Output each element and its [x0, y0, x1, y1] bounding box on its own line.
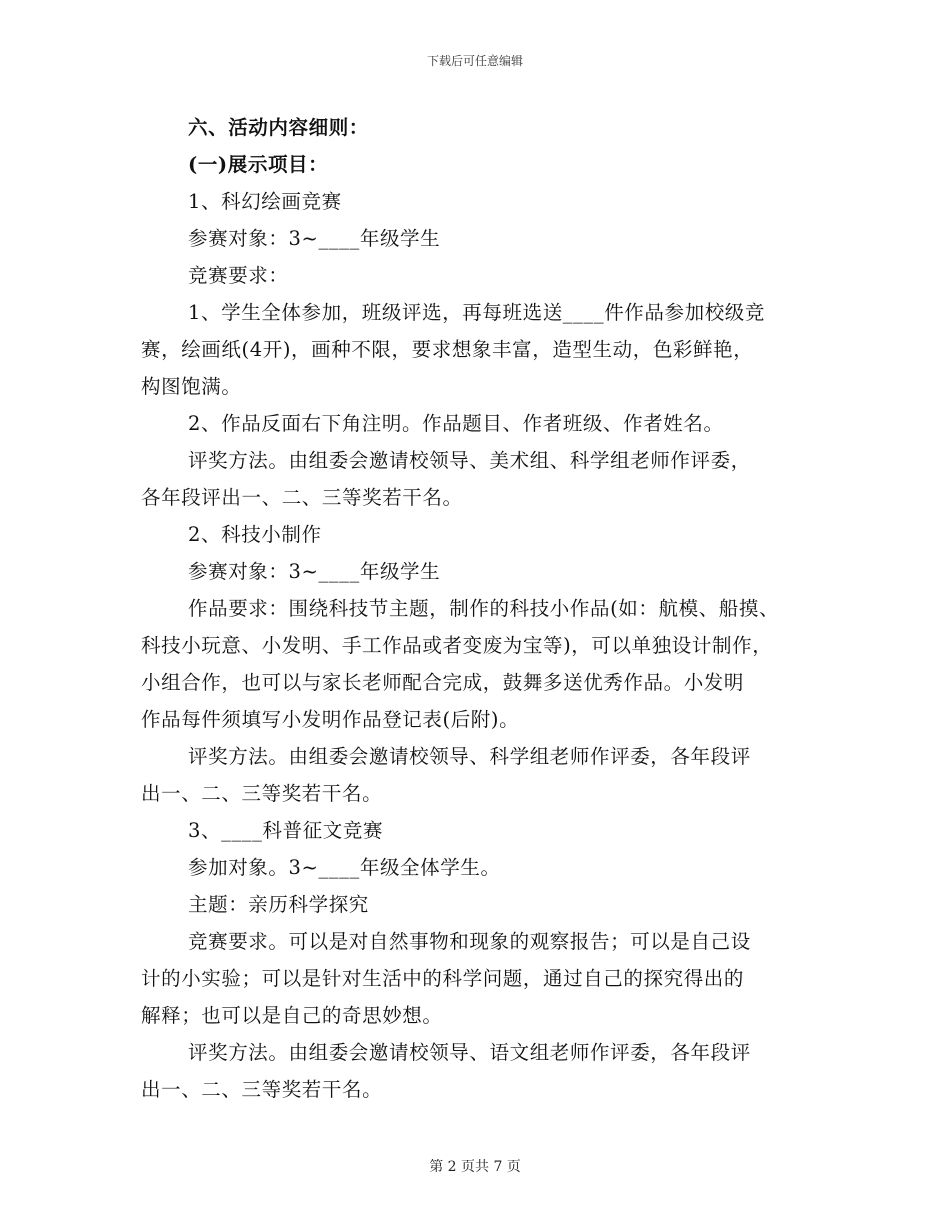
paragraph-line: 竞赛要求：	[188, 264, 289, 287]
paragraph-line: 赛，绘画纸(4开)，画种不限，要求想象丰富，造型生动，色彩鲜艳，	[141, 338, 754, 361]
paragraph-line: 小组合作，也可以与家长老师配合完成，鼓舞多送优秀作品。小发明	[141, 671, 745, 694]
paragraph-line: 参赛对象：3~____年级学生	[188, 227, 441, 250]
paragraph-line: 作品要求：围绕科技节主题，制作的科技小作品(如：航模、船摸、	[188, 597, 780, 620]
paragraph-line: 评奖方法。由组委会邀请校领导、语文组老师作评委，各年段评	[188, 1041, 751, 1064]
paragraph-line: 参赛对象：3~____年级学生	[188, 560, 441, 583]
paragraph-line: 作品每件须填写小发明作品登记表(后附)。	[141, 708, 520, 731]
paragraph-line: 构图饱满。	[141, 375, 242, 398]
item-title: 1、科幻绘画竞赛	[188, 190, 342, 213]
page-number: 第 2 页共 7 页	[429, 1159, 521, 1175]
paragraph-line: 各年段评出一、二、三等奖若干名。	[141, 486, 463, 509]
paragraph-line: 出一、二、三等奖若干名。	[141, 782, 383, 805]
item-title: 3、____科普征文竞赛	[188, 819, 384, 842]
paragraph-line: 评奖方法。由组委会邀请校领导、美术组、科学组老师作评委，	[188, 449, 751, 472]
paragraph-line: 出一、二、三等奖若干名。	[141, 1078, 383, 1101]
paragraph-line: 解释；也可以是自己的奇思妙想。	[141, 1004, 443, 1027]
paragraph-line: 主题：亲历科学探究	[188, 893, 369, 916]
page-header: 下载后可任意编辑	[426, 54, 523, 68]
paragraph-line: 计的小实验；可以是针对生活中的科学问题，通过自己的探究得出的	[141, 967, 745, 990]
paragraph-line: 评奖方法。由组委会邀请校领导、科学组老师作评委，各年段评	[188, 745, 751, 768]
paragraph-line: 2、作品反面右下角注明。作品题目、作者班级、作者姓名。	[188, 412, 724, 435]
section-heading: 六、活动内容细则：	[188, 116, 369, 139]
item-title: 2、科技小制作	[188, 523, 322, 546]
paragraph-line: 竞赛要求。可以是对自然事物和现象的观察报告；可以是自己设	[188, 930, 751, 953]
paragraph-line: 参加对象。3~____年级全体学生。	[188, 856, 501, 879]
paragraph-line: 1、学生全体参加，班级评选，再每班选送____件作品参加校级竞	[188, 301, 766, 324]
subsection-heading: (一)展示项目：	[188, 153, 329, 176]
paragraph-line: 科技小玩意、小发明、手工作品或者变废为宝等)，可以单独设计制作，	[141, 634, 773, 657]
